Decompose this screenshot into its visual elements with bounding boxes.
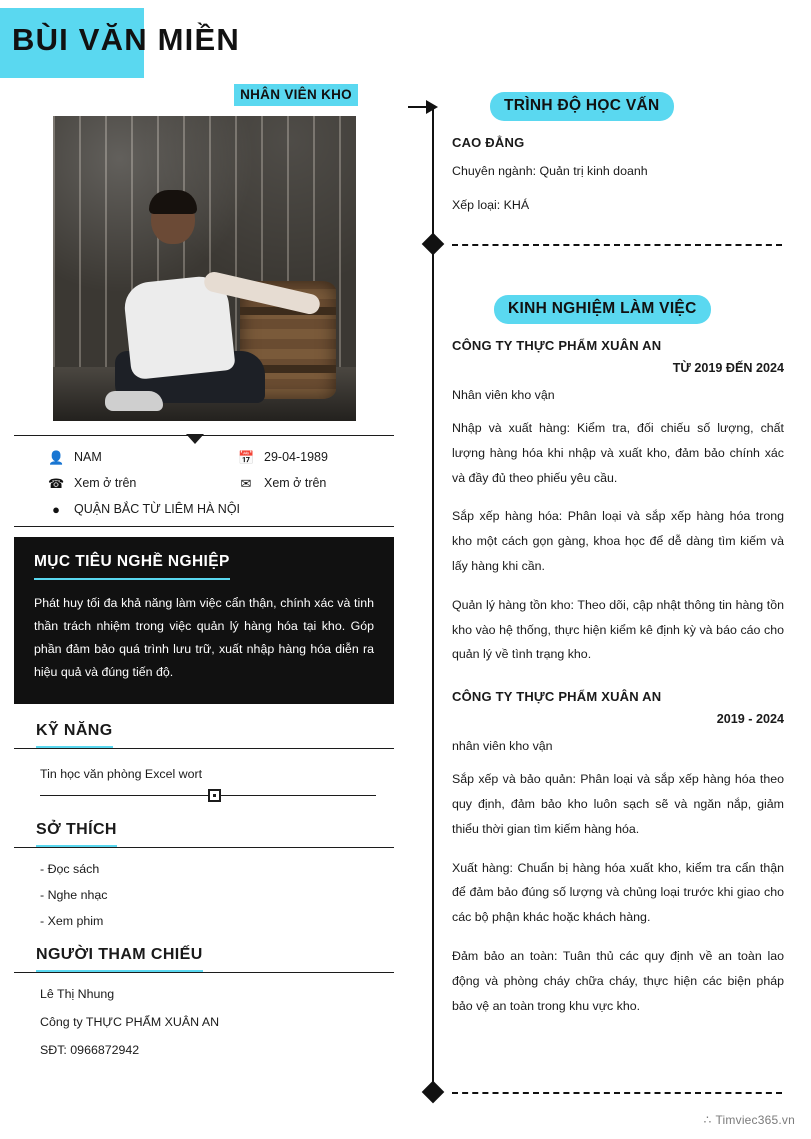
contact-gender — [14, 450, 204, 464]
reference-name: Lê Thị Nhung — [40, 986, 115, 1001]
profile-photo — [53, 116, 356, 421]
brand-mark-icon: ∴ — [703, 1113, 712, 1127]
contact-bottom-divider — [14, 526, 394, 527]
timeline-line — [432, 108, 434, 1096]
reference-company: Công ty THỰC PHẨM XUÂN AN — [40, 1014, 220, 1029]
experience-paragraph: Đảm bảo an toàn: Tuân thủ các quy định về an toàn lao động và phòng cháy chữa cháy, thực hiện các biện pháp bảo vệ an toàn trong khu vực kho. — [452, 948, 784, 1013]
skill-handle[interactable] — [208, 789, 221, 802]
triangle-marker-icon — [186, 434, 204, 444]
experience-role: Nhân viên kho vận — [452, 388, 555, 403]
contact-address-value: QUẬN BẮC TỪ LIÊM HÀ NỘI — [74, 502, 241, 516]
location-pin-icon: ● — [52, 501, 60, 517]
list-item: - Xem phim — [40, 913, 104, 928]
experience-job-1 — [452, 338, 784, 667]
left-column — [14, 84, 394, 1071]
contact-email-value: Xem ở trên — [264, 476, 327, 490]
skills-title: KỸ NĂNG — [36, 722, 113, 748]
contact-gender-value: NAM — [74, 450, 102, 464]
contact-birthday-value: 29-04-1989 — [264, 450, 328, 464]
cv-header — [0, 0, 811, 78]
timeline-arrow-icon — [426, 100, 438, 114]
experience-paragraph: Quản lý hàng tồn kho: Theo dõi, cập nhật thông tin hàng tồn kho vào hệ thống, thực hiện kiểm kê định kỳ và báo cáo cho quản lý về tình trạng kho. — [452, 597, 784, 662]
contact-phone — [14, 476, 204, 490]
reference-list — [14, 973, 394, 1057]
photo-person-shoe — [105, 391, 163, 411]
footer-brand — [704, 1113, 795, 1127]
hobbies-section — [14, 821, 394, 847]
person-icon: 👤 — [48, 449, 65, 465]
timeline-diamond-icon — [422, 1081, 445, 1104]
education-title: TRÌNH ĐỘ HỌC VẤN — [490, 92, 674, 121]
education-degree: CAO ĐẲNG — [452, 135, 525, 150]
objective-section — [14, 537, 394, 704]
page-title: BÙI VĂN MIỀN — [12, 22, 240, 57]
experience-paragraph: Nhập và xuất hàng: Kiểm tra, đối chiếu số lượng, chất lượng hàng hóa khi nhập và xuất kho, đảm bảo chính xác và đầy đủ theo phiếu yêu cầu. — [452, 420, 784, 485]
experience-job-2 — [452, 689, 784, 1018]
timeline-diamond-icon — [422, 233, 445, 256]
list-item: - Nghe nhạc — [40, 887, 108, 902]
experience-company: CÔNG TY THỰC PHẨM XUÂN AN — [452, 689, 662, 705]
experience-paragraph: Sắp xếp và bảo quản: Phân loại và sắp xếp hàng hóa theo quy định, đảm bảo kho luôn sạch sẽ và ngăn nắp, giảm thiểu thời gian tìm kiếm hàng hóa. — [452, 772, 784, 836]
skills-section — [14, 722, 394, 748]
experience-company: CÔNG TY THỰC PHẨM XUÂN AN — [452, 338, 662, 354]
hobbies-title: SỞ THÍCH — [36, 821, 117, 847]
contact-birthday — [204, 450, 394, 464]
contact-block — [14, 435, 394, 527]
hobbies-list — [14, 848, 394, 928]
skill-item-label: Tin học văn phòng Excel wort — [40, 766, 203, 781]
experience-role: nhân viên kho vận — [452, 739, 553, 754]
calendar-icon: 📅 — [238, 449, 255, 465]
reference-section — [14, 946, 394, 972]
footer-brand-text: Timviec365.vn — [715, 1113, 795, 1127]
reference-title: NGƯỜI THAM CHIẾU — [36, 946, 203, 972]
education-major: Chuyên ngành: Quản trị kinh doanh — [452, 164, 648, 178]
reference-phone: SĐT: 0966872942 — [40, 1042, 140, 1057]
experience-period: TỪ 2019 ĐẾN 2024 — [672, 361, 784, 376]
education-grade: Xếp loại: KHÁ — [452, 197, 530, 212]
experience-period: 2019 - 2024 — [716, 712, 784, 727]
job-title-badge: NHÂN VIÊN KHO — [234, 84, 358, 106]
timeline — [426, 96, 440, 1108]
photo-person-hair — [149, 190, 197, 214]
mail-icon: ✉ — [240, 475, 252, 491]
contact-phone-value: Xem ở trên — [74, 476, 137, 490]
contact-email — [204, 476, 394, 490]
skill-slider[interactable] — [40, 789, 376, 803]
job-title-row — [14, 84, 394, 110]
experience-paragraph: Sắp xếp hàng hóa: Phân loại và sắp xếp hàng hóa trong kho một cách gọn gàng, khoa học để dễ dàng tìm kiếm và lấy hàng khi cần. — [452, 509, 784, 573]
contact-address — [14, 502, 394, 516]
objective-title: MỤC TIÊU NGHỀ NGHIỆP — [34, 553, 230, 580]
objective-text: Phát huy tối đa khả năng làm việc cẩn thận, chính xác và tinh thần trách nhiệm trong việc quản lý hàng hóa tại kho. Góp phần đảm bảo quá trình lưu trữ, xuất nhập hàng hóa diễn ra hiệu quả và đúng tiến độ. — [34, 596, 374, 679]
dashed-divider-bottom — [452, 1092, 782, 1094]
right-column — [452, 92, 784, 1018]
experience-paragraph: Xuất hàng: Chuẩn bị hàng hóa xuất kho, kiểm tra cẩn thận để đảm bảo đúng số lượng và chủng loại trước khi giao cho các bộ phận khác hoặc khách hàng. — [452, 860, 784, 925]
timeline-arrow-tail — [408, 106, 428, 108]
phone-icon: ☎ — [48, 475, 65, 491]
experience-title: KINH NGHIỆM LÀM VIỆC — [494, 295, 711, 324]
list-item: - Đọc sách — [40, 861, 100, 876]
